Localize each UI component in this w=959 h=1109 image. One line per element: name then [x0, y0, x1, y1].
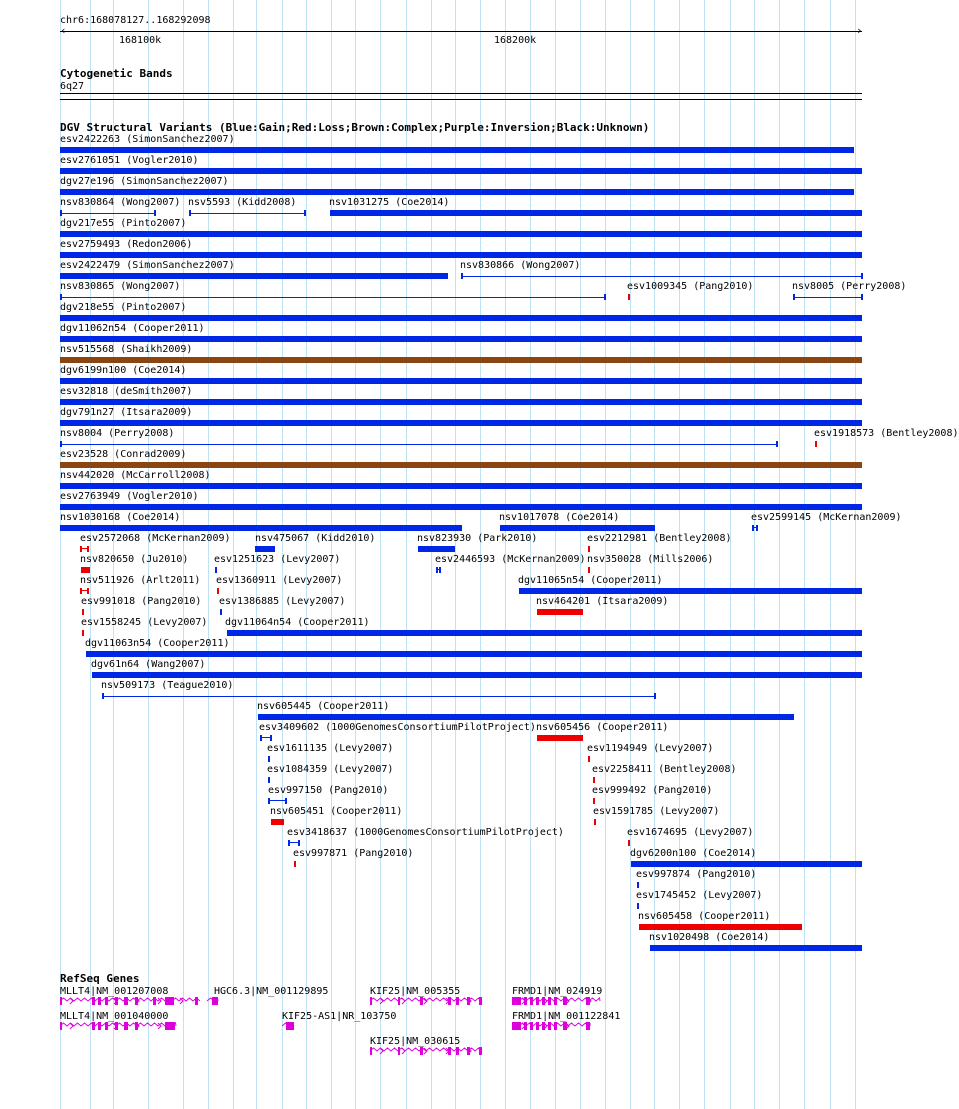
variant-label[interactable]: esv1611135 (Levy2007): [267, 743, 394, 754]
refseq-track-title: RefSeq Genes: [60, 972, 140, 985]
ruler-right-arrow-icon[interactable]: ›: [856, 24, 863, 37]
gene-label[interactable]: KIF25|NM_030615: [370, 1036, 461, 1047]
variant-label[interactable]: nsv605445 (Cooper2011): [257, 701, 390, 712]
gene-model[interactable]: [512, 1022, 590, 1030]
gene-model[interactable]: [60, 1022, 176, 1030]
gene-model[interactable]: [207, 997, 218, 1005]
variant-label[interactable]: dgv11064n54 (Cooper2011): [225, 617, 370, 628]
variant-label[interactable]: esv999492 (Pang2010): [592, 785, 713, 796]
variant-label[interactable]: esv32818 (deSmith2007): [60, 386, 193, 397]
gene-label[interactable]: KIF25|NM_005355: [370, 986, 461, 997]
variant-label[interactable]: esv3418637 (1000GenomesConsortiumPilotProject): [287, 827, 564, 838]
variant-label[interactable]: esv1591785 (Levy2007): [593, 806, 720, 817]
variant-label[interactable]: nsv5593 (Kidd2008): [188, 197, 297, 208]
variant-label[interactable]: nsv830865 (Wong2007): [60, 281, 181, 292]
variant-label[interactable]: nsv830866 (Wong2007): [460, 260, 581, 271]
variant-label[interactable]: esv2422263 (SimonSanchez2007): [60, 134, 235, 145]
variant-label[interactable]: dgv791n27 (Itsara2009): [60, 407, 193, 418]
variant-label[interactable]: nsv605458 (Cooper2011): [638, 911, 771, 922]
variant-label[interactable]: esv1745452 (Levy2007): [636, 890, 763, 901]
variant-label[interactable]: dgv11065n54 (Cooper2011): [518, 575, 663, 586]
dgv-track-title: DGV Structural Variants (Blue:Gain;Red:Loss;Brown:Complex;Purple:Inversion;Black:Unknown): [60, 121, 650, 134]
cytoband-label: 6q27: [60, 81, 85, 92]
variant-label[interactable]: nsv464201 (Itsara2009): [536, 596, 669, 607]
variant-label[interactable]: esv1558245 (Levy2007): [81, 617, 208, 628]
variant-label[interactable]: esv997150 (Pang2010): [268, 785, 389, 796]
gene-label[interactable]: FRMD1|NM_024919: [512, 986, 603, 997]
gene-model[interactable]: [282, 1022, 294, 1030]
variant-label[interactable]: nsv1020498 (Coe2014): [649, 932, 770, 943]
variant-label[interactable]: nsv830864 (Wong2007): [60, 197, 181, 208]
gene-label[interactable]: MLLT4|NM_001207008: [60, 986, 169, 997]
ruler-left-arrow-icon[interactable]: ‹: [60, 24, 67, 37]
variant-label[interactable]: nsv1031275 (Coe2014): [329, 197, 450, 208]
variant-label[interactable]: nsv605451 (Cooper2011): [270, 806, 403, 817]
variant-label[interactable]: nsv442020 (McCarroll2008): [60, 470, 211, 481]
variant-label[interactable]: esv1084359 (Levy2007): [267, 764, 394, 775]
variant-label[interactable]: esv2763949 (Vogler2010): [60, 491, 199, 502]
variant-label[interactable]: esv2572068 (McKernan2009): [80, 533, 231, 544]
variant-label[interactable]: nsv511926 (Arlt2011): [80, 575, 201, 586]
gene-label[interactable]: MLLT4|NM_001040000: [60, 1011, 169, 1022]
variant-label[interactable]: esv2258411 (Bentley2008): [592, 764, 737, 775]
variant-label[interactable]: dgv218e55 (Pinto2007): [60, 302, 187, 313]
gene-label[interactable]: HGC6.3|NM_001129895: [214, 986, 329, 997]
variant-label[interactable]: dgv27e196 (SimonSanchez2007): [60, 176, 229, 187]
variant-label[interactable]: esv997874 (Pang2010): [636, 869, 757, 880]
gene-label[interactable]: FRMD1|NM_001122841: [512, 1011, 621, 1022]
variant-label[interactable]: esv1360911 (Levy2007): [216, 575, 343, 586]
variant-label[interactable]: esv1194949 (Levy2007): [587, 743, 714, 754]
gene-model[interactable]: [60, 997, 200, 1005]
variant-label[interactable]: nsv515568 (Shaikh2009): [60, 344, 193, 355]
gene-model[interactable]: [512, 997, 600, 1005]
variant-label[interactable]: nsv8005 (Perry2008): [792, 281, 907, 292]
variant-label[interactable]: esv991018 (Pang2010): [81, 596, 202, 607]
variant-label[interactable]: esv2761051 (Vogler2010): [60, 155, 199, 166]
variant-label[interactable]: esv1009345 (Pang2010): [627, 281, 754, 292]
variant-label[interactable]: esv2422479 (SimonSanchez2007): [60, 260, 235, 271]
variant-label[interactable]: nsv1017078 (Coe2014): [499, 512, 620, 523]
variant-label[interactable]: esv1386885 (Levy2007): [219, 596, 346, 607]
cytoband-track-title: Cytogenetic Bands: [60, 67, 173, 80]
variant-label[interactable]: dgv61n64 (Wang2007): [91, 659, 206, 670]
variant-label[interactable]: dgv217e55 (Pinto2007): [60, 218, 187, 229]
variant-label[interactable]: esv997871 (Pang2010): [293, 848, 414, 859]
gene-label[interactable]: KIF25-AS1|NR_103750: [282, 1011, 397, 1022]
variant-label[interactable]: esv2212981 (Bentley2008): [587, 533, 732, 544]
variant-label[interactable]: esv3409602 (1000GenomesConsortiumPilotProject): [259, 722, 536, 733]
variant-label[interactable]: dgv11063n54 (Cooper2011): [85, 638, 230, 649]
variant-label[interactable]: esv23528 (Conrad2009): [60, 449, 187, 460]
variant-label[interactable]: esv2599145 (McKernan2009): [751, 512, 902, 523]
variant-label[interactable]: esv2759493 (Redon2006): [60, 239, 193, 250]
variant-label[interactable]: nsv509173 (Teague2010): [101, 680, 234, 691]
variant-label[interactable]: esv1674695 (Levy2007): [627, 827, 754, 838]
variant-label[interactable]: nsv1030168 (Coe2014): [60, 512, 181, 523]
gene-model[interactable]: [370, 997, 482, 1005]
variant-label[interactable]: nsv823930 (Park2010): [417, 533, 538, 544]
variant-label[interactable]: nsv605456 (Cooper2011): [536, 722, 669, 733]
variant-label[interactable]: esv1251623 (Levy2007): [214, 554, 341, 565]
ruler-label-168200k: 168200k: [494, 35, 537, 46]
variant-label[interactable]: dgv6200n100 (Coe2014): [630, 848, 757, 859]
variant-label[interactable]: esv2446593 (McKernan2009): [435, 554, 586, 565]
variant-label[interactable]: nsv350028 (Mills2006): [587, 554, 714, 565]
variant-label[interactable]: nsv820650 (Ju2010): [80, 554, 189, 565]
variant-label[interactable]: dgv11062n54 (Cooper2011): [60, 323, 205, 334]
gene-model[interactable]: [370, 1047, 482, 1055]
variant-label[interactable]: nsv8004 (Perry2008): [60, 428, 175, 439]
variant-label[interactable]: nsv475067 (Kidd2010): [255, 533, 376, 544]
location-label: chr6:168078127..168292098: [60, 15, 211, 26]
variant-label[interactable]: esv1918573 (Bentley2008): [814, 428, 959, 439]
ruler-label-168100k: 168100k: [119, 35, 162, 46]
variant-label[interactable]: dgv6199n100 (Coe2014): [60, 365, 187, 376]
